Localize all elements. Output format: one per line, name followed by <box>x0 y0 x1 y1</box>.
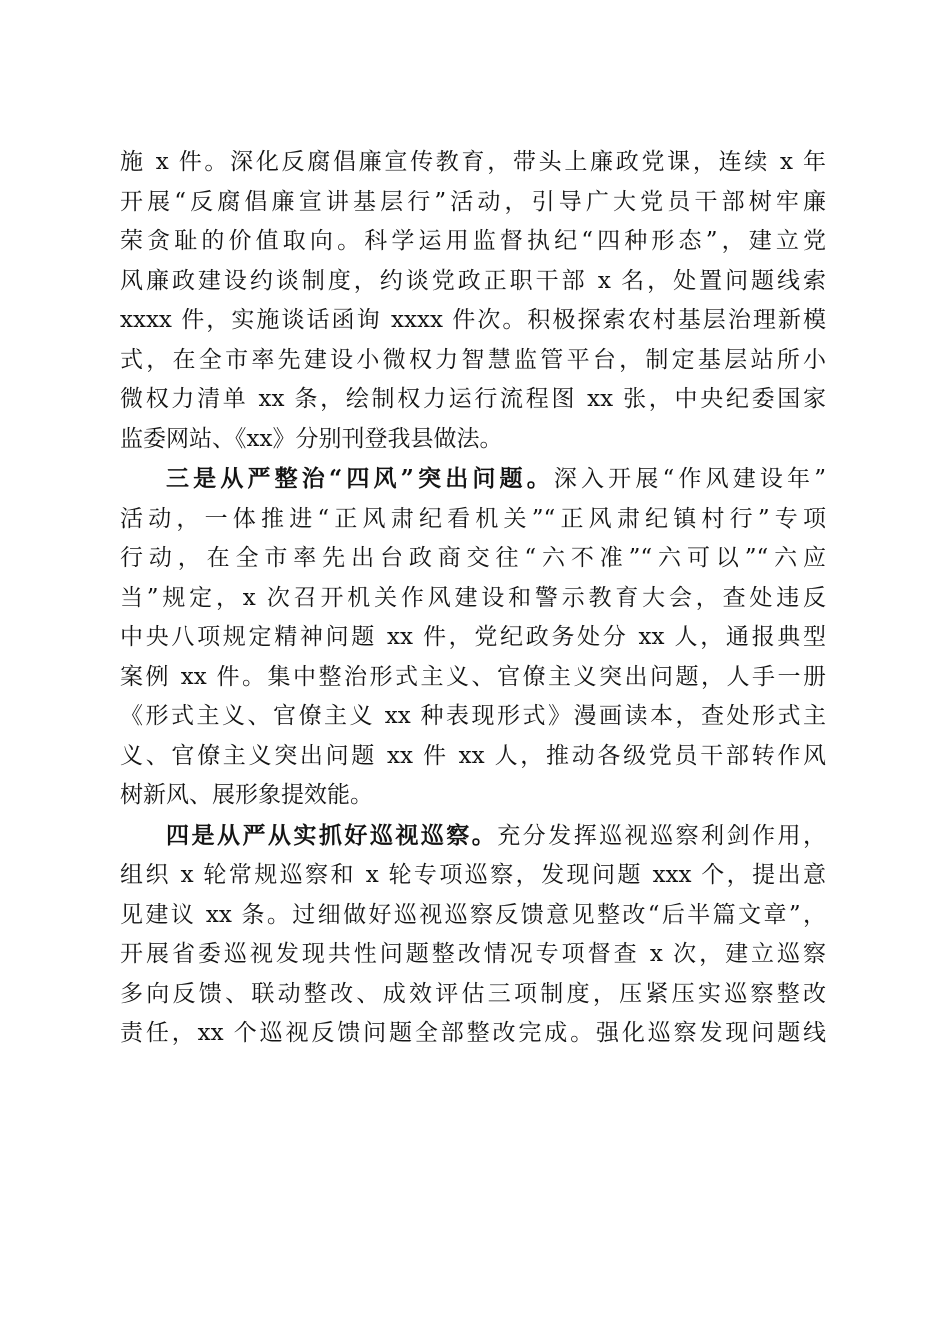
text-line: 微权力清单 xx 条，绘制权力运行流程图 xx 张，中央纪委国家 <box>120 386 826 412</box>
paragraph-heading: 四是从严从实抓好巡视巡察。 <box>166 821 498 849</box>
paragraph-first-line-rest: 深入开展“作风建设年” <box>553 466 826 492</box>
text-line: 式，在全市率先建设小微权力智慧监管平台，制定基层站所小 <box>120 346 826 373</box>
text-line: 见建议 xx 条。过细做好巡视巡察反馈意见整改“后半篇文章”， <box>120 901 826 928</box>
text-line: 树新风、展形象提效能。 <box>120 782 373 808</box>
paragraph-3 <box>120 816 826 1054</box>
text-line: 风廉政建设约谈制度，约谈党政正职干部 x 名，处置问题线索 <box>120 267 826 294</box>
text-line: xxxx 件，实施谈话函询 xxxx 件次。积极探索农村基层治理新模 <box>120 307 826 333</box>
text-line: 组织 x 轮常规巡察和 x 轮专项巡察，发现问题 xxx 个，提出意 <box>120 862 826 888</box>
text-line: 施 x 件。深化反腐倡廉宣传教育，带头上廉政党课，连续 x 年 <box>120 149 826 175</box>
text-line: 案例 xx 件。集中整治形式主义、官僚主义突出问题，人手一册 <box>120 663 826 690</box>
text-line-first <box>120 459 826 500</box>
text-line: 义、官僚主义突出问题 xx 件 xx 人，推动各级党员干部转作风 <box>120 742 826 769</box>
paragraph-heading: 三是从严整治“四风”突出问题。 <box>166 465 554 492</box>
text-line: 开展省委巡视发现共性问题整改情况专项督查 x 次，建立巡察 <box>120 941 826 967</box>
text-line: 多向反馈、联动整改、成效评估三项制度，压紧压实巡察整改 <box>120 980 826 1007</box>
document-body <box>120 143 826 1054</box>
text-line: 行动，在全市率先出台政商交往“六不准”“六可以”“六应 <box>120 545 826 571</box>
text-line: 当”规定，x 次召开机关作风建设和警示教育大会，查处违反 <box>120 584 826 611</box>
text-line-first <box>120 816 826 857</box>
paragraph-2 <box>120 459 826 816</box>
paragraph-1 <box>120 143 826 459</box>
text-line: 责任，xx 个巡视反馈问题全部整改完成。强化巡察发现问题线 <box>120 1020 826 1046</box>
text-line: 中央八项规定精神问题 xx 件，党纪政务处分 xx 人，通报典型 <box>120 624 826 650</box>
text-line: 活动，一体推进“正风肃纪看机关”“正风肃纪镇村行”专项 <box>120 505 826 532</box>
paragraph-first-line-rest: 充分发挥巡视巡察利剑作用， <box>497 822 827 849</box>
text-line: 开展“反腐倡廉宣讲基层行”活动，引导广大党员干部树牢廉 <box>120 188 826 215</box>
text-line: 荣贪耻的价值取向。科学运用监督执纪“四种形态”，建立党 <box>120 228 826 254</box>
text-line: 监委网站、《xx》分别刊登我县做法。 <box>120 425 503 452</box>
text-line: 《形式主义、官僚主义 xx 种表现形式》漫画读本，查处形式主 <box>120 703 826 729</box>
